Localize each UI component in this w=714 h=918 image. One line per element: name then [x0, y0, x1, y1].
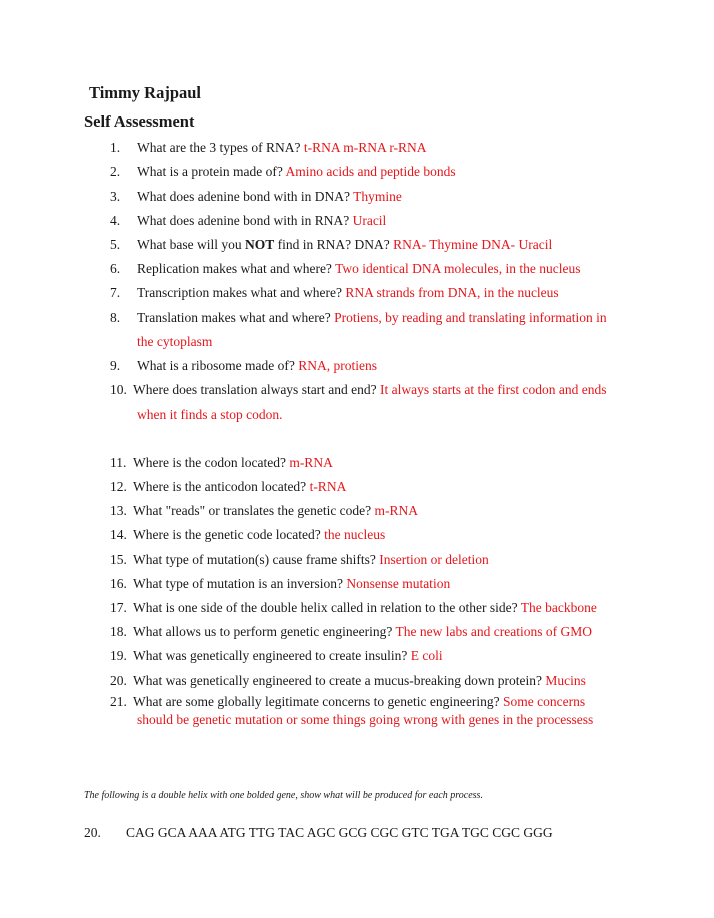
answer-text: RNA, protiens	[294, 358, 377, 373]
question-16: 16. What type of mutation is an inversion? Nonsense mutation	[110, 576, 451, 591]
question-text: What is a ribosome made of?	[137, 358, 295, 373]
answer-continuation: when it finds a stop codon.	[137, 407, 283, 422]
answer-text: Nonsense mutation	[342, 576, 451, 591]
question-10: 10. Where does translation always start and end? It always starts at the first codon and ends	[110, 382, 607, 397]
student-name: Timmy Rajpaul	[89, 83, 202, 102]
dna-sequence: CAG GCA AAA ATG TTG TAC AGC GCG CGC GTC TGA TGC CGC GGG	[126, 825, 553, 840]
question-11: 11. Where is the codon located? m-RNA	[110, 455, 333, 470]
question-text: What does adenine bond with in RNA?	[137, 213, 350, 228]
question-18: 18. What allows us to perform genetic engineering? The new labs and creations of GMO	[110, 624, 592, 639]
instruction-text: The following is a double helix with one bolded gene, show what will be produced for each process.	[84, 790, 483, 801]
question-text: Translation makes what and where?	[137, 310, 331, 325]
question-19: 19. What was genetically engineered to create insulin? E coli	[110, 648, 443, 663]
answer-text: t-RNA	[306, 479, 347, 494]
question-text: What type of mutation(s) cause frame shifts?	[133, 552, 376, 567]
question-text: Where does translation always start and end?	[133, 382, 377, 397]
answer-text: Uracil	[349, 213, 387, 228]
question-text: What type of mutation is an inversion?	[133, 576, 343, 591]
question-text: Where is the anticodon located?	[133, 479, 307, 494]
question-text: What was genetically engineered to create insulin?	[133, 648, 408, 663]
answer-continuation: the cytoplasm	[137, 334, 213, 349]
answer-continuation: should be genetic mutation or some things going wrong with genes in the processess	[137, 712, 594, 727]
answer-text: m-RNA	[285, 455, 333, 470]
answer-text: It always starts at the first codon and ends	[376, 382, 607, 397]
question-9: 9. What is a ribosome made of? RNA, protiens	[110, 358, 377, 373]
answer-text: Protiens, by reading and translating information in	[330, 310, 607, 325]
question-emphasis: NOT	[244, 237, 275, 252]
question-text: What are some globally legitimate concerns to genetic engineering?	[133, 694, 500, 709]
question-text: What was genetically engineered to create a mucus-breaking down protein?	[133, 673, 542, 688]
question-12: 12. Where is the anticodon located? t-RNA	[110, 479, 347, 494]
question-text: find in RNA? DNA?	[274, 237, 390, 252]
question-text: What "reads" or translates the genetic code?	[133, 503, 372, 518]
question-text: What are the 3 types of RNA?	[137, 140, 304, 155]
question-1: 1. What are the 3 types of RNA? t-RNA m-RNA r-RNA	[110, 140, 427, 155]
question-15: 15. What type of mutation(s) cause frame shifts? Insertion or deletion	[110, 552, 489, 567]
answer-text: Insertion or deletion	[375, 552, 489, 567]
question-14: 14. Where is the genetic code located? the nucleus	[110, 527, 386, 542]
sequence-number: 20.	[84, 825, 101, 840]
question-text: What does adenine bond with in DNA?	[137, 189, 350, 204]
answer-text: Thymine	[349, 189, 402, 204]
question-21: 21. What are some globally legitimate concerns to genetic engineering? Some concerns	[110, 694, 586, 709]
question-text: Replication makes what and where?	[137, 261, 332, 276]
question-text: Transcription makes what and where?	[137, 285, 342, 300]
question-3: 3. What does adenine bond with in DNA? Thymine	[110, 189, 402, 204]
answer-text: The backbone	[517, 600, 597, 615]
answer-text: Some concerns	[499, 694, 586, 709]
answer-text: RNA strands from DNA, in the nucleus	[341, 285, 559, 300]
page-title: Self Assessment	[84, 112, 195, 131]
question-7: 7. Transcription makes what and where? RNA strands from DNA, in the nucleus	[110, 285, 559, 300]
answer-text: Two identical DNA molecules, in the nucleus	[331, 261, 581, 276]
question-text: Where is the codon located?	[133, 455, 286, 470]
question-20: 20. What was genetically engineered to create a mucus-breaking down protein? Mucins	[110, 673, 586, 688]
answer-text: the nucleus	[320, 527, 386, 542]
question-17: 17. What is one side of the double helix called in relation to the other side? The backbone	[110, 600, 597, 615]
answer-text: m-RNA	[371, 503, 419, 518]
answer-text: t-RNA m-RNA r-RNA	[303, 140, 427, 155]
question-8: 8. Translation makes what and where? Protiens, by reading and translating information in	[110, 310, 607, 325]
question-text: Where is the genetic code located?	[133, 527, 321, 542]
question-5: 5. What base will you NOT find in RNA? DNA? RNA- Thymine DNA- Uracil	[110, 237, 553, 252]
dna-sequence-row	[84, 825, 553, 841]
question-6: 6. Replication makes what and where? Two identical DNA molecules, in the nucleus	[110, 261, 581, 276]
answer-text: The new labs and creations of GMO	[392, 624, 592, 639]
question-2: 2. What is a protein made of? Amino acids and peptide bonds	[110, 164, 456, 179]
answer-text: E coli	[407, 648, 443, 663]
question-13: 13. What "reads" or translates the genetic code? m-RNA	[110, 503, 419, 518]
question-text: What base will you	[137, 237, 245, 252]
answer-text: RNA- Thymine DNA- Uracil	[389, 237, 553, 252]
question-text: What is a protein made of?	[137, 164, 283, 179]
question-text: What allows us to perform genetic engineering?	[133, 624, 393, 639]
question-4: 4. What does adenine bond with in RNA? Uracil	[110, 213, 387, 228]
answer-text: Amino acids and peptide bonds	[282, 164, 456, 179]
question-text: What is one side of the double helix called in relation to the other side?	[133, 600, 518, 615]
answer-text: Mucins	[541, 673, 586, 688]
